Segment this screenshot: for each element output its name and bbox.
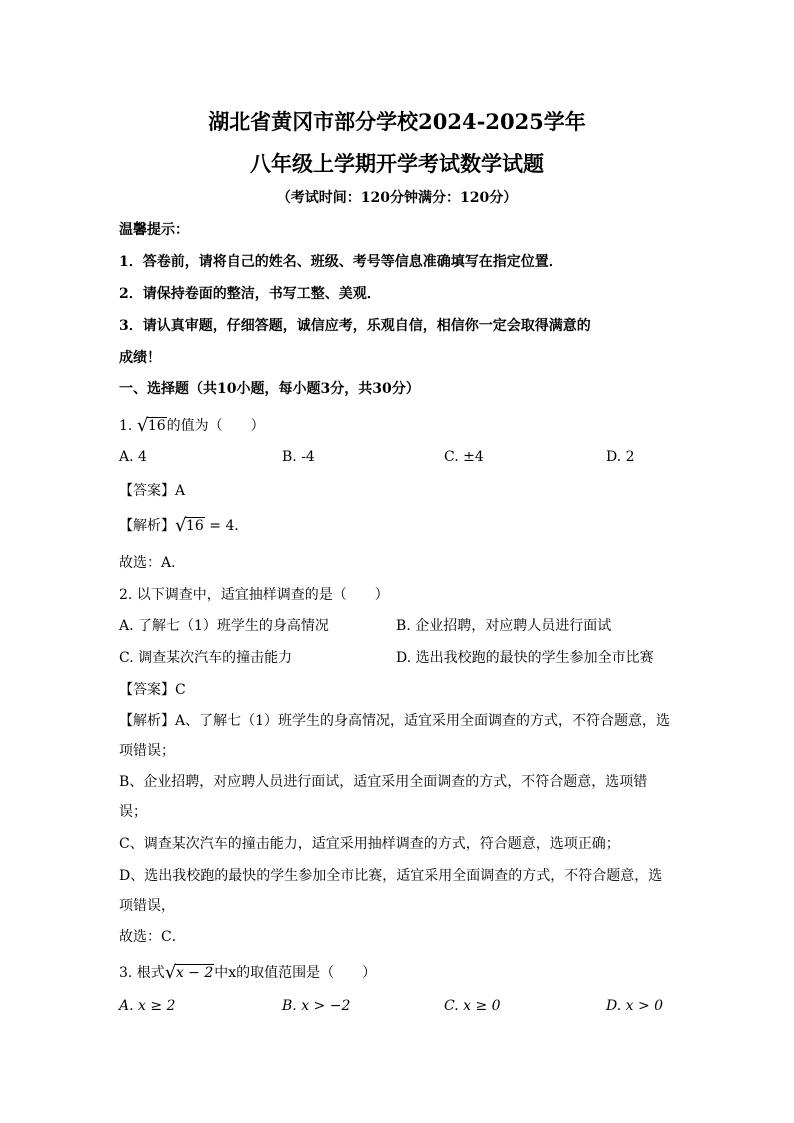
question-text: 的值为（ ） — [166, 418, 265, 434]
answer: 【答案】A — [119, 483, 186, 499]
analysis-line: 项错误； — [119, 743, 175, 759]
tip-item: 成绩！ — [119, 350, 161, 366]
sqrt-expression: √ x − 2 — [165, 965, 214, 981]
question-1-stem — [119, 415, 265, 435]
analysis-line: 【解析】A、了解七（1）班学生的身高情况，适宜采用全面调查的方式，不符合题意，选 — [119, 713, 671, 729]
document-title-line1: 湖北省黄冈市部分学校2024-2025学年 — [208, 109, 586, 134]
sqrt-expression: √ 16 — [175, 518, 205, 534]
tip-item: 2．请保持卷面的整洁，书写工整、美观． — [119, 286, 381, 302]
conclusion: 故选：A． — [119, 555, 186, 571]
analysis-line: B、企业招聘，对应聘人员进行面试，适宜采用全面调查的方式，不符合题意，选项错 — [119, 774, 648, 790]
analysis-line: C、调查某次汽车的撞击能力，适宜采用抽样调查的方式，符合题意，选项正确； — [119, 836, 620, 852]
document-title-line2: 八年级上学期开学考试数学试题 — [250, 151, 544, 176]
question-3-stem: 3. 根式√ x − 2中x的取值范围是（ ） — [119, 962, 376, 982]
tips-heading: 温馨提示： — [119, 222, 189, 238]
option-c: C. ±4 — [444, 449, 484, 465]
option-b: B. 企业招聘，对应聘人员进行面试 — [396, 618, 612, 634]
section-heading: 一、选择题（共10小题，每小题3分，共30分） — [119, 381, 420, 397]
option-d: D. x > 0 — [606, 998, 664, 1014]
tip-item: 1．答卷前，请将自己的姓名、班级、考号等信息准确填写在指定位置． — [119, 254, 563, 270]
analysis-line: D、选出我校跑的最快的学生参加全市比赛，适宜采用全面调查的方式，不符合题意，选 — [119, 868, 663, 884]
tip-item: 3．请认真审题，仔细答题，诚信应考，乐观自信，相信你一定会取得满意的 — [119, 318, 591, 334]
option-d: D. 2 — [606, 449, 635, 465]
answer: 【答案】C — [119, 682, 186, 698]
option-b: B. x > −2 — [282, 998, 351, 1014]
analysis-line: 误； — [119, 804, 147, 820]
conclusion: 故选：C． — [119, 929, 186, 945]
option-a: A. x ≥ 2 — [119, 998, 176, 1014]
option-a: A. 了解七（1）班学生的身高情况 — [119, 618, 329, 634]
analysis-line: 项错误， — [119, 898, 175, 914]
option-c: C. 调查某次汽车的撞击能力 — [119, 650, 293, 666]
exam-info: （考试时间：120分钟满分：120分） — [276, 190, 518, 206]
option-b: B. -4 — [282, 449, 315, 465]
sqrt-expression: √ 16 — [137, 418, 167, 434]
analysis: 【解析】√ 16 = 4． — [119, 515, 248, 535]
option-d: D. 选出我校跑的最快的学生参加全市比赛 — [396, 650, 654, 666]
option-c: C. x ≥ 0 — [444, 998, 501, 1014]
question-number: 1. — [119, 418, 133, 434]
question-2-stem: 2. 以下调查中，适宜抽样调查的是（ ） — [119, 587, 389, 603]
option-a: A. 4 — [119, 449, 147, 465]
